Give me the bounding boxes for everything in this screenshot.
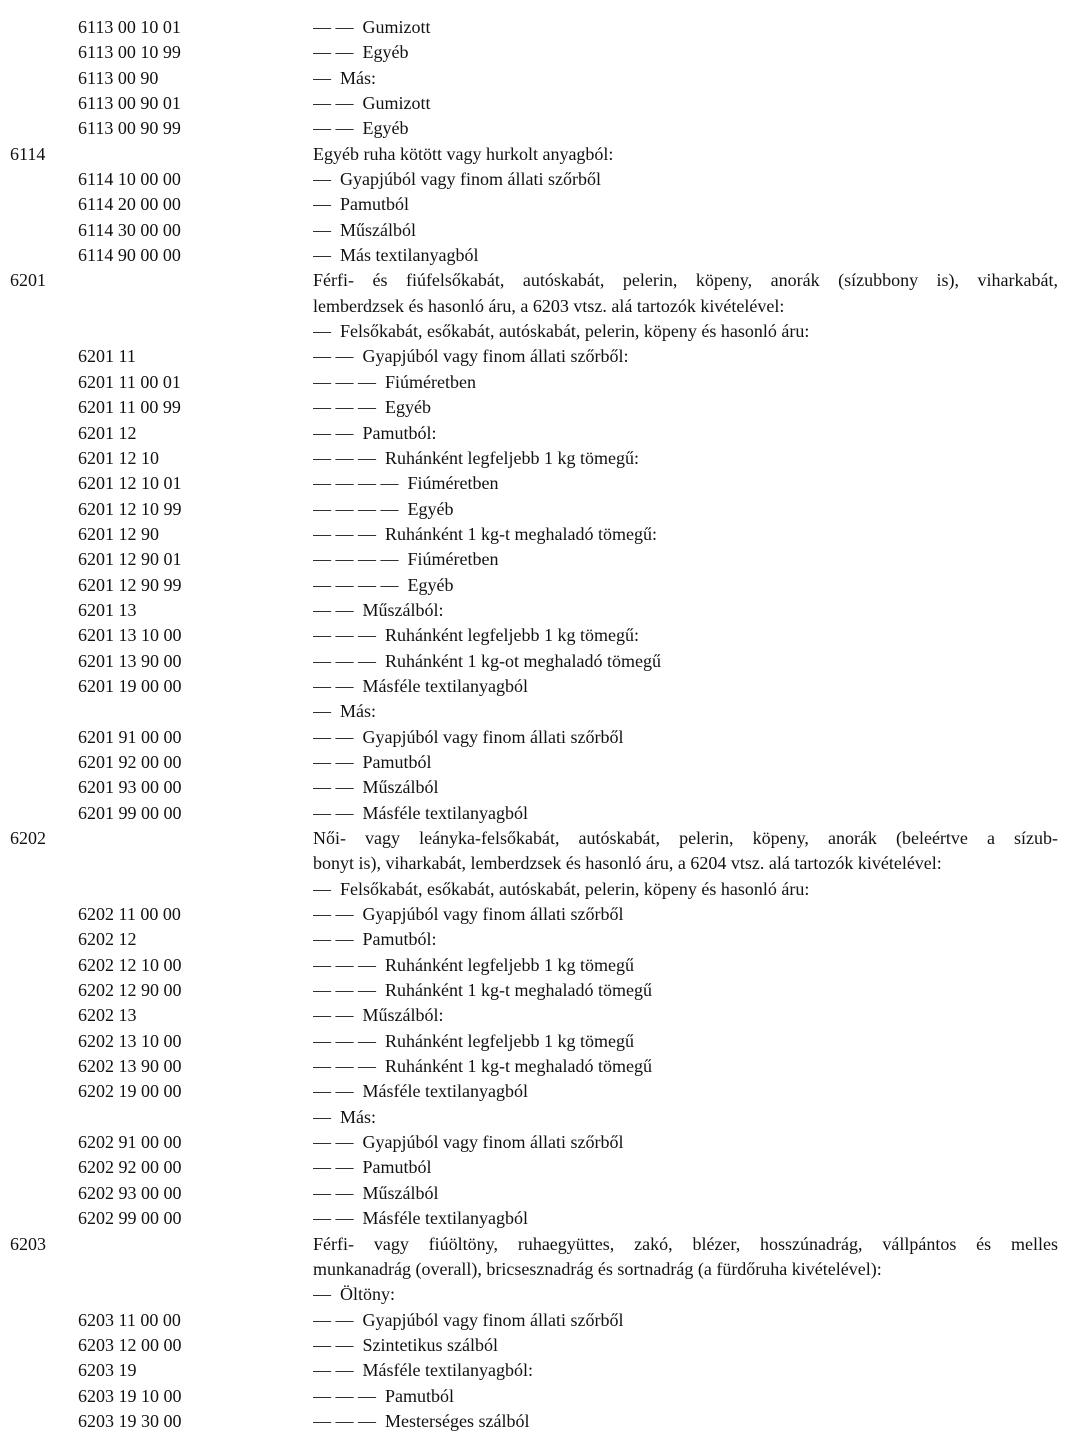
table-row <box>0 725 1070 750</box>
description: — — — Ruhánként legfeljebb 1 kg tömegű <box>313 954 634 975</box>
description: — — — Ruhánként legfeljebb 1 kg tömegű: <box>313 625 639 646</box>
table-row <box>0 877 1070 902</box>
table-row <box>0 1003 1070 1028</box>
tariff-code: 6113 00 90 99 <box>78 118 181 139</box>
table-row <box>0 750 1070 775</box>
description: — Öltöny: <box>313 1284 396 1305</box>
table-row <box>0 1409 1070 1434</box>
description: — — — Mesterséges szálból <box>313 1410 530 1431</box>
description: Női- vagy leányka-felsőkabát, autóskabát, pelerin, köpeny, anorák (beleértve a sízub- <box>313 828 1058 848</box>
description: — — Szintetikus szálból <box>313 1334 498 1355</box>
table-row <box>0 446 1070 471</box>
description: — Pamutból <box>313 194 410 215</box>
tariff-code: 6202 91 00 00 <box>78 1132 182 1153</box>
table-row <box>0 1358 1070 1383</box>
table-row <box>0 674 1070 699</box>
description: — — Gumizott <box>313 93 431 114</box>
tariff-code: 6114 10 00 00 <box>78 169 181 190</box>
description: — — Pamutból <box>313 1157 432 1178</box>
table-row <box>0 370 1070 395</box>
description: — — — Ruhánként 1 kg-t meghaladó tömegű <box>313 980 652 1001</box>
tariff-code: 6201 12 <box>78 422 137 443</box>
tariff-table <box>0 15 1070 1434</box>
tariff-code: 6201 13 10 00 <box>78 625 182 646</box>
table-row <box>0 1333 1070 1358</box>
table-row <box>0 953 1070 978</box>
tariff-code: 6201 93 00 00 <box>78 777 182 798</box>
table-row <box>0 294 1070 319</box>
tariff-code: 6201 19 00 00 <box>78 675 182 696</box>
table-row <box>0 1029 1070 1054</box>
description: Férfi- vagy fiúöltöny, ruhaegyüttes, zakó, blézer, hosszúnadrág, vállpántos és melles <box>313 1233 1058 1254</box>
table-row <box>0 547 1070 572</box>
description: — — Pamutból: <box>313 929 437 950</box>
tariff-code: 6113 00 90 01 <box>78 93 181 114</box>
description: — — Gyapjúból vagy finom állati szőrből <box>313 1132 624 1153</box>
description: — — Másféle textilanyagból <box>313 675 528 696</box>
description: — — Pamutból <box>313 751 432 772</box>
table-row <box>0 851 1070 876</box>
description: — Gyapjúból vagy finom állati szőrből <box>313 169 601 190</box>
tariff-code: 6114 20 00 00 <box>78 194 181 215</box>
description: — — Gyapjúból vagy finom állati szőrből <box>313 904 624 925</box>
description: — — Másféle textilanyagból <box>313 1208 528 1229</box>
heading-code: 6202 <box>10 828 46 848</box>
description: — — Másféle textilanyagból <box>313 802 528 823</box>
tariff-code: 6202 12 <box>78 929 137 950</box>
table-row <box>0 167 1070 192</box>
table-row <box>0 1282 1070 1307</box>
table-row <box>0 927 1070 952</box>
table-row <box>0 40 1070 65</box>
description: — — Műszálból <box>313 1182 439 1203</box>
table-row <box>0 1130 1070 1155</box>
table-row <box>0 699 1070 724</box>
tariff-code: 6203 11 00 00 <box>78 1309 181 1330</box>
tariff-code: 6201 91 00 00 <box>78 726 182 747</box>
tariff-code: 6113 00 90 <box>78 67 159 88</box>
table-row <box>0 116 1070 141</box>
table-row <box>0 421 1070 446</box>
description: — — Műszálból <box>313 777 439 798</box>
heading-code: 6201 <box>10 270 46 291</box>
description: — — — Pamutból <box>313 1385 455 1406</box>
tariff-code: 6202 19 00 00 <box>78 1081 182 1102</box>
table-row <box>0 218 1070 243</box>
description: — — — Ruhánként legfeljebb 1 kg tömegű: <box>313 447 639 468</box>
table-row <box>0 1384 1070 1409</box>
description: — — Egyéb <box>313 42 409 63</box>
table-row <box>0 623 1070 648</box>
description: — — — Fiúméretben <box>313 371 476 392</box>
tariff-code: 6202 13 90 00 <box>78 1056 182 1077</box>
description: — — — Ruhánként legfeljebb 1 kg tömegű <box>313 1030 634 1051</box>
table-row <box>0 1206 1070 1231</box>
tariff-code: 6201 13 90 00 <box>78 650 182 671</box>
tariff-code: 6201 12 90 99 <box>78 574 182 595</box>
heading-row <box>0 826 1070 851</box>
tariff-code: 6201 12 10 99 <box>78 498 182 519</box>
table-row <box>0 801 1070 826</box>
tariff-code: 6113 00 10 99 <box>78 42 181 63</box>
description: — — Másféle textilanyagból: <box>313 1360 533 1381</box>
description: — Más: <box>313 701 376 722</box>
tariff-code: 6201 92 00 00 <box>78 751 182 772</box>
heading-row <box>0 268 1070 293</box>
description: — — — — Egyéb <box>313 498 454 519</box>
tariff-code: 6201 12 90 01 <box>78 549 182 570</box>
table-row <box>0 1308 1070 1333</box>
description: — — Másféle textilanyagból <box>313 1081 528 1102</box>
tariff-code: 6202 13 <box>78 1005 137 1026</box>
tariff-code: 6202 11 00 00 <box>78 904 181 925</box>
heading-code: 6203 <box>10 1233 46 1254</box>
description: — — Gumizott <box>313 17 431 37</box>
heading-row <box>0 1232 1070 1257</box>
table-row <box>0 1257 1070 1282</box>
description: — — — — Fiúméretben <box>313 549 499 570</box>
heading-code: 6114 <box>10 143 46 164</box>
table-row <box>0 395 1070 420</box>
table-row <box>0 497 1070 522</box>
tariff-code: 6201 11 00 01 <box>78 371 181 392</box>
tariff-code: 6202 12 10 00 <box>78 954 182 975</box>
table-row <box>0 775 1070 800</box>
tariff-code: 6201 12 10 <box>78 447 159 468</box>
table-row <box>0 978 1070 1003</box>
tariff-code: 6203 19 10 00 <box>78 1385 182 1406</box>
description: — — Gyapjúból vagy finom állati szőrből <box>313 1309 624 1330</box>
description: — Más: <box>313 1106 376 1127</box>
table-row <box>0 243 1070 268</box>
table-row <box>0 522 1070 547</box>
table-row <box>0 344 1070 369</box>
tariff-code: 6202 93 00 00 <box>78 1182 182 1203</box>
description: — — Egyéb <box>313 118 409 139</box>
tariff-code: 6202 92 00 00 <box>78 1157 182 1178</box>
description: — — — Ruhánként 1 kg-ot meghaladó tömegű <box>313 650 661 671</box>
table-row <box>0 598 1070 623</box>
description: lemberdzsek és hasonló áru, a 6203 vtsz. alá tartozók kivételével: <box>313 295 785 316</box>
description: — — Pamutból: <box>313 422 437 443</box>
table-row <box>0 649 1070 674</box>
description: Egyéb ruha kötött vagy hurkolt anyagból: <box>313 143 614 164</box>
tariff-code: 6113 00 10 01 <box>78 17 181 37</box>
tariff-code: 6201 11 <box>78 346 136 367</box>
description: — — Gyapjúból vagy finom állati szőrből <box>313 726 624 747</box>
description: — — — — Egyéb <box>313 574 454 595</box>
description: — Műszálból <box>313 219 416 240</box>
description: — — — — Fiúméretben <box>313 473 499 494</box>
tariff-code: 6203 19 <box>78 1360 137 1381</box>
table-row <box>0 1105 1070 1130</box>
heading-row <box>0 142 1070 167</box>
tariff-code: 6202 99 00 00 <box>78 1208 182 1229</box>
description: — — — Ruhánként 1 kg-t meghaladó tömegű <box>313 1056 652 1077</box>
table-row <box>0 573 1070 598</box>
description: — — Műszálból: <box>313 1005 444 1026</box>
table-row <box>0 192 1070 217</box>
description: — Felsőkabát, esőkabát, autóskabát, pelerin, köpeny és hasonló áru: <box>313 878 810 899</box>
description: — — — Ruhánként 1 kg-t meghaladó tömegű: <box>313 523 657 544</box>
description: — — Műszálból: <box>313 599 444 620</box>
description: munkanadrág (overall), bricsesznadrág és sortnadrág (a fürdőruha kivételével): <box>313 1258 882 1279</box>
tariff-code: 6201 13 <box>78 599 137 620</box>
table-row <box>0 1079 1070 1104</box>
table-row <box>0 15 1070 40</box>
description: — Felsőkabát, esőkabát, autóskabát, pelerin, köpeny és hasonló áru: <box>313 321 810 342</box>
table-row <box>0 902 1070 927</box>
tariff-code: 6202 12 90 00 <box>78 980 182 1001</box>
tariff-code: 6203 19 30 00 <box>78 1410 182 1431</box>
tariff-code: 6114 90 00 00 <box>78 245 181 266</box>
tariff-code: 6203 12 00 00 <box>78 1334 182 1355</box>
description: — — Gyapjúból vagy finom állati szőrből: <box>313 346 629 367</box>
description: — — — Egyéb <box>313 397 431 418</box>
tariff-code: 6114 30 00 00 <box>78 219 181 240</box>
tariff-code: 6201 12 10 01 <box>78 473 182 494</box>
tariff-code: 6201 99 00 00 <box>78 802 182 823</box>
table-row <box>0 1181 1070 1206</box>
table-row <box>0 319 1070 344</box>
tariff-code: 6201 11 00 99 <box>78 397 181 418</box>
description: — Más textilanyagból <box>313 245 479 266</box>
tariff-code: 6202 13 10 00 <box>78 1030 182 1051</box>
tariff-code: 6201 12 90 <box>78 523 159 544</box>
table-row <box>0 471 1070 496</box>
description: bonyt is), viharkabát, lemberdzsek és hasonló áru, a 6204 vtsz. alá tartozók kivételével: <box>313 853 942 874</box>
table-row <box>0 66 1070 91</box>
table-row <box>0 91 1070 116</box>
description: Férfi- és fiúfelsőkabát, autóskabát, pelerin, köpeny, anorák (sízubbony is), viharkabát, <box>313 270 1058 291</box>
table-row <box>0 1155 1070 1180</box>
table-row <box>0 1054 1070 1079</box>
description: — Más: <box>313 67 376 88</box>
